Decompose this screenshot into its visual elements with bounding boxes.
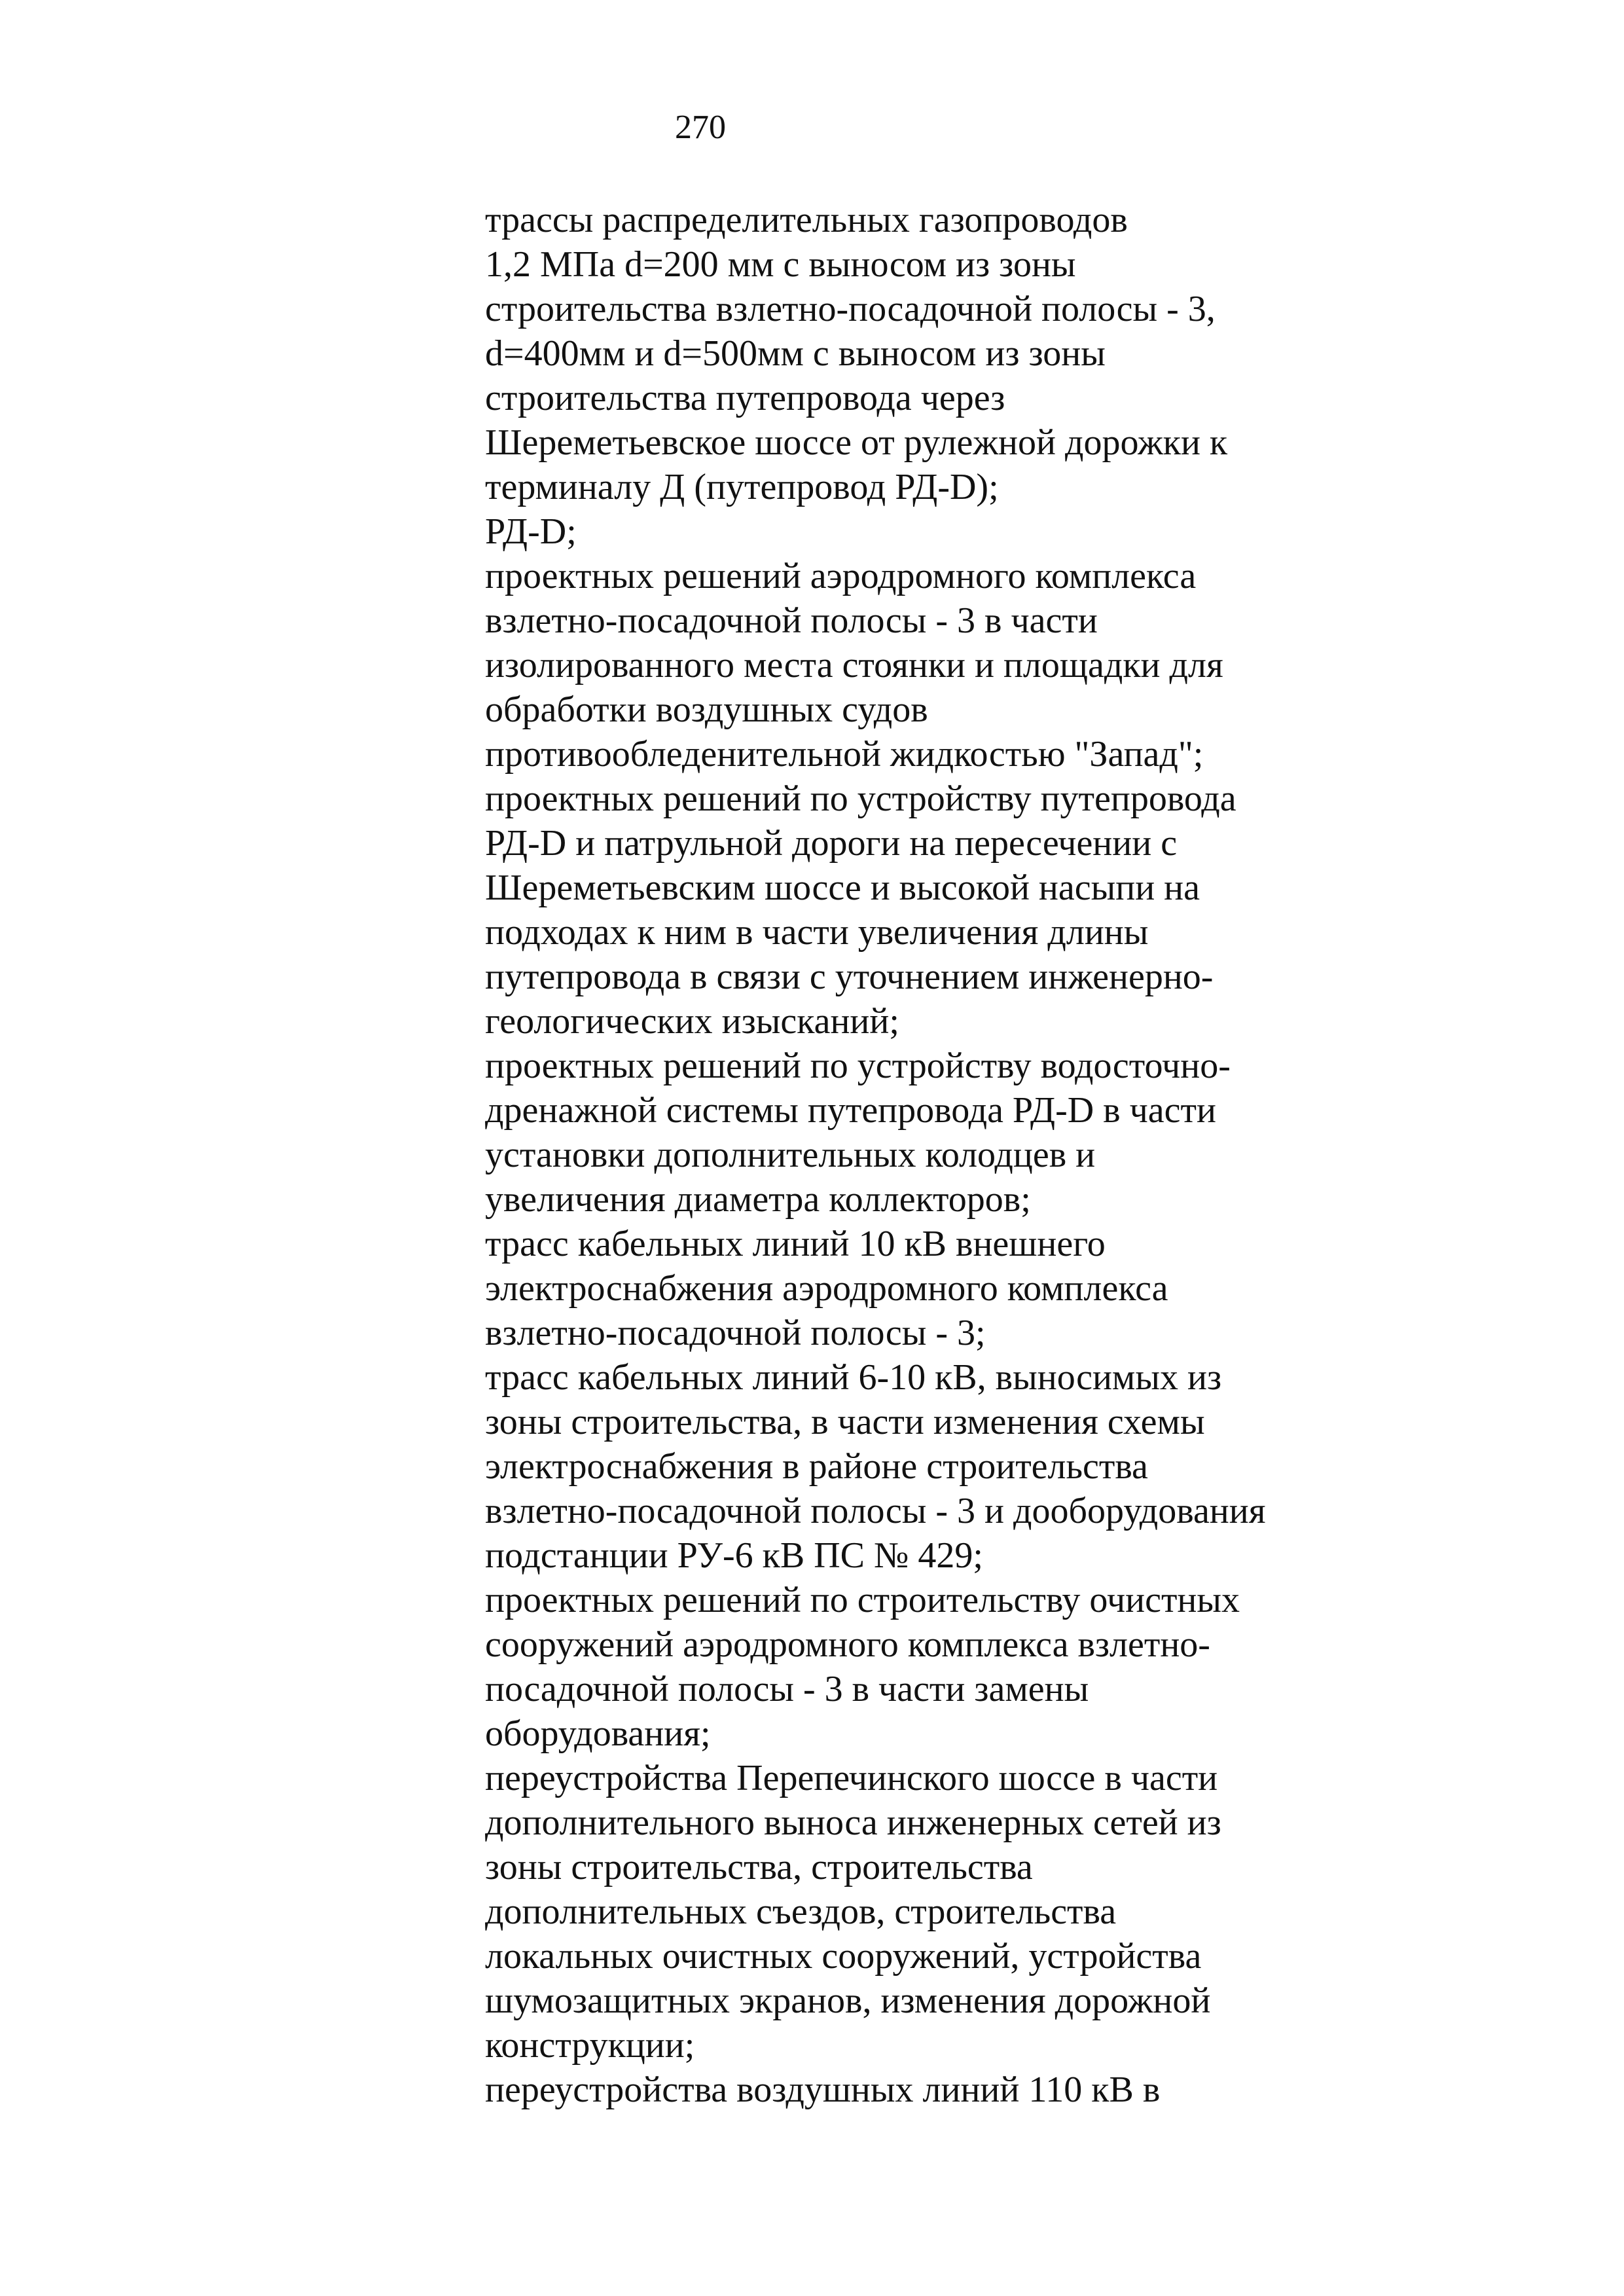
text-line: подстанции РУ-6 кВ ПС № 429; — [485, 1535, 983, 1576]
text-line: переустройства воздушных линий 110 кВ в — [485, 2069, 1161, 2110]
text-line: проектных решений по строительству очистных — [485, 1580, 1240, 1620]
text-line: терминалу Д (путепровод РД-D); — [485, 467, 999, 507]
text-line: дополнительного выноса инженерных сетей из — [485, 1802, 1221, 1843]
page-number: 270 — [675, 109, 726, 146]
text-line: проектных решений по устройству водосточно- — [485, 1046, 1231, 1086]
text-line: обработки воздушных судов — [485, 689, 928, 730]
text-line: взлетно-посадочной полосы - 3; — [485, 1313, 986, 1353]
text-line: проектных решений аэродромного комплекса — [485, 556, 1197, 596]
text-line: локальных очистных сооружений, устройства — [485, 1936, 1202, 1977]
text-line: зоны строительства, строительства — [485, 1847, 1033, 1887]
text-line: взлетно-посадочной полосы - 3 и дооборудования — [485, 1491, 1266, 1531]
text-line: конструкции; — [485, 2025, 695, 2066]
text-line: Шереметьевским шоссе и высокой насыпи на — [485, 867, 1200, 908]
body-text — [485, 198, 1336, 2112]
text-line: переустройства Перепечинского шоссе в части — [485, 1758, 1218, 1798]
text-line: геологических изысканий; — [485, 1001, 899, 1042]
text-line: строительства путепровода через — [485, 378, 1005, 418]
text-line: посадочной полосы - 3 в части замены — [485, 1669, 1089, 1709]
text-line: установки дополнительных колодцев и — [485, 1135, 1096, 1175]
text-line: зоны строительства, в части изменения схемы — [485, 1402, 1205, 1442]
text-line: РД-D и патрульной дороги на пересечении с — [485, 823, 1178, 864]
text-line: трасс кабельных линий 10 кВ внешнего — [485, 1224, 1106, 1264]
text-line: РД-D; — [485, 511, 577, 552]
text-line: электроснабжения аэродромного комплекса — [485, 1268, 1168, 1309]
text-line: изолированного места стоянки и площадки для — [485, 645, 1223, 685]
text-line: 1,2 МПа d=200 мм с выносом из зоны — [485, 244, 1076, 285]
text-line: трассы распределительных газопроводов — [485, 200, 1128, 240]
text-line: сооружений аэродромного комплекса взлетно- — [485, 1624, 1210, 1665]
text-line: строительства взлетно-посадочной полосы - 3, — [485, 289, 1216, 329]
text-line: увеличения диаметра коллекторов; — [485, 1179, 1031, 1220]
text-line: путепровода в связи с уточнением инженерно- — [485, 957, 1214, 997]
text-line: дополнительных съездов, строительства — [485, 1891, 1117, 1932]
text-line: подходах к ним в части увеличения длины — [485, 912, 1149, 953]
text-line: d=400мм и d=500мм с выносом из зоны — [485, 333, 1106, 374]
text-line: проектных решений по устройству путепровода — [485, 778, 1236, 819]
text-line: электроснабжения в районе строительства — [485, 1446, 1148, 1487]
text-line: оборудования; — [485, 1713, 711, 1754]
text-line: противообледенительной жидкостью "Запад"; — [485, 734, 1204, 774]
text-line: взлетно-посадочной полосы - 3 в части — [485, 600, 1098, 641]
text-line: дренажной системы путепровода РД-D в части — [485, 1090, 1216, 1131]
text-line: шумозащитных экранов, изменения дорожной — [485, 1980, 1211, 2021]
text-line: Шереметьевское шоссе от рулежной дорожки к — [485, 422, 1228, 463]
text-line: трасс кабельных линий 6-10 кВ, выносимых из — [485, 1357, 1222, 1398]
